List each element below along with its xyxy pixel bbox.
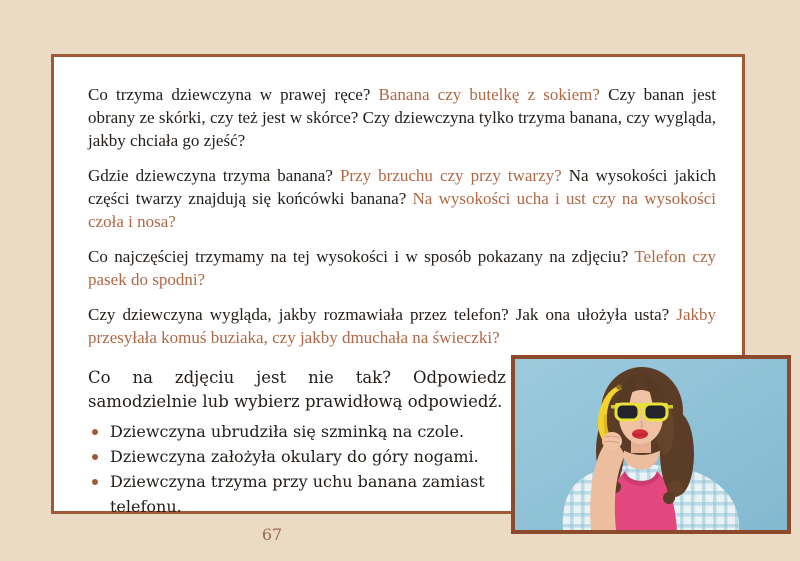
bullet-icon <box>92 479 98 485</box>
girl-banana-illustration <box>515 359 787 530</box>
answer-option <box>88 419 506 444</box>
text-segment: Gdzie dziewczyna trzyma banana? <box>88 166 340 185</box>
accent-text-segment: Telefon czy pasek do spodni? <box>88 247 716 289</box>
task-intro: Co na zdjęciu jest nie tak? Odpowiedz samodzielnie lub wybierz prawidłową odpowiedź. <box>88 368 506 411</box>
answer-option-label: Dziewczyna trzyma przy uchu banana zamiast telefonu. <box>110 472 485 516</box>
answer-option-label: Dziewczyna założyła okulary do góry nogami. <box>110 447 479 466</box>
text-segment: Co najczęściej trzymamy na tej wysokości i w sposób pokazany na zdjęciu? <box>88 247 635 266</box>
accent-text-segment: Jakby przesyłała komuś buziaka, czy jakby dmuchała na świeczki? <box>88 305 716 347</box>
text-segment: Czy dziewczyna wygląda, jakby rozmawiała przez telefon? Jak ona ułożyła usta? <box>88 305 677 324</box>
answer-option <box>88 469 506 519</box>
answer-options-list <box>88 419 506 519</box>
question-paragraph-1 <box>88 83 716 152</box>
question-paragraph-3 <box>88 245 716 291</box>
answer-option <box>88 444 506 469</box>
page-number: 67 <box>261 525 283 544</box>
task-section <box>88 366 506 519</box>
question-paragraph-2 <box>88 164 716 233</box>
text-segment: Co trzyma dziewczyna w prawej ręce? <box>88 85 379 104</box>
text-segment: Czy banan jest obrany ze skórki, czy też jest w skórce? Czy dziewczyna tylko trzyma banana, czy wygląda, jakby chciała go zjeść? <box>88 85 716 150</box>
text-segment: Na wysokości jakich części twarzy znajdują się końcówki banana? <box>88 166 716 208</box>
accent-text-segment: Na wysokości ucha i ust czy na wysokości czoła i nosa? <box>88 189 717 231</box>
girl-banana-photo <box>511 355 791 534</box>
accent-text-segment: Banana czy butelkę z sokiem? <box>378 85 600 104</box>
answer-option-label: Dziewczyna ubrudziła się szminką na czole. <box>110 422 465 441</box>
bullet-icon <box>92 454 98 460</box>
question-paragraph-4 <box>88 303 716 349</box>
accent-text-segment: Przy brzuchu czy przy twarzy? <box>339 166 562 185</box>
bullet-icon <box>92 429 98 435</box>
